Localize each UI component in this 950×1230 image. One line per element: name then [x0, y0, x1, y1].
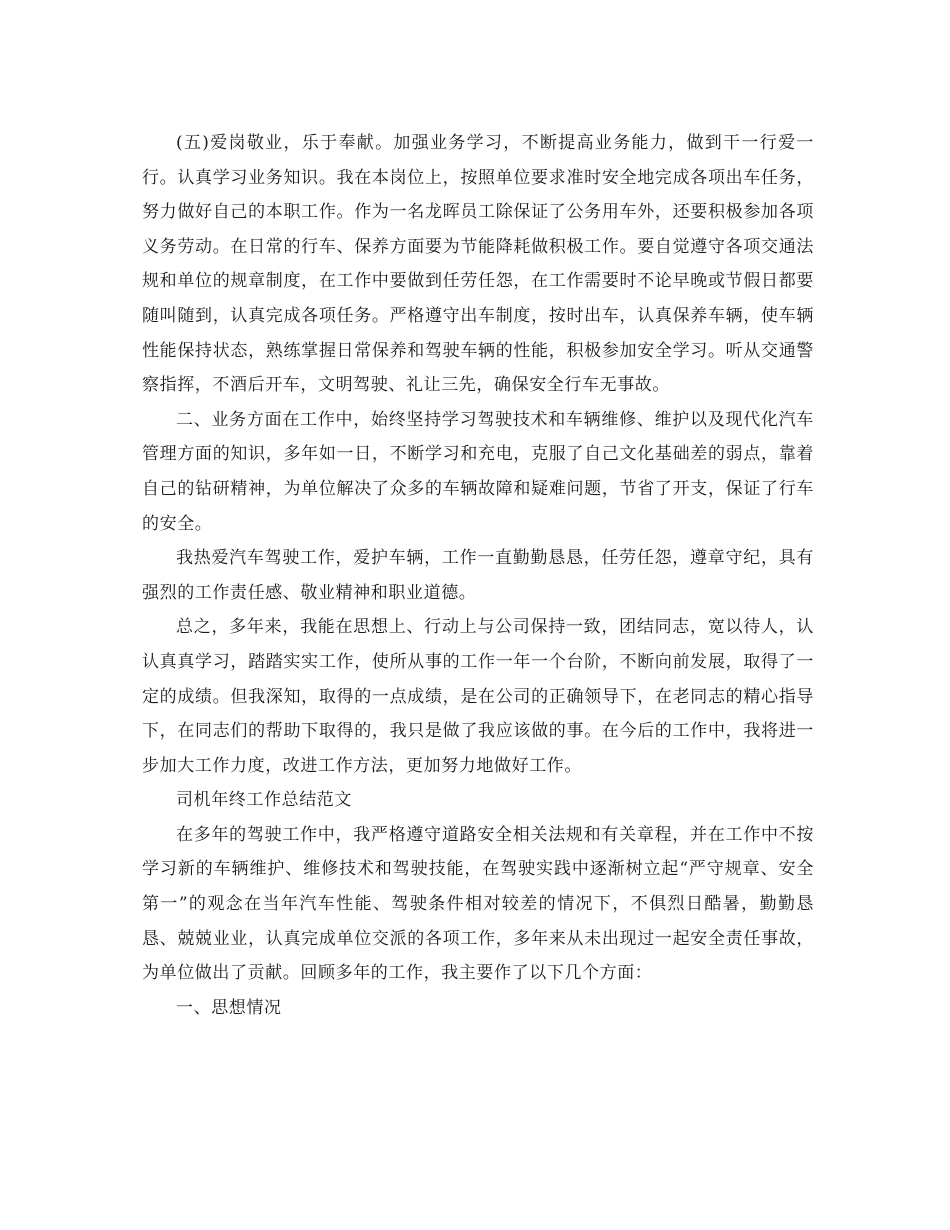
document-body — [142, 126, 814, 1025]
section-heading-thought: 一、思想情况 — [176, 997, 282, 1018]
paragraph-love-driving: 我热爱汽车驾驶工作，爱护车辆，工作一直勤勤恳恳，任劳任怨，遵章守纪，具有强烈的工作责任感、敬业精神和职业道德。 — [142, 548, 814, 603]
section-title: 司机年终工作总结范文 — [176, 790, 352, 811]
paragraph-intro: 在多年的驾驶工作中，我严格遵守道路安全相关法规和有关章程，并在工作中不按学习新的车辆维护、维修技术和驾驶技能，在驾驶实践中逐渐树立起“严守规章、安全第一”的观念在当年汽车性能、驾驶条件相对较差的情况下，不俱烈日酷暑，勤勤恳恳、兢兢业业，认真完成单位交派的各项工作，多年来从未出现过一起安全责任事故，为单位做出了贡献。回顾多年的工作，我主要作了以下几个方面： — [142, 824, 814, 984]
paragraph-summary: 总之，多年来，我能在思想上、行动上与公司保持一致，团结同志，宽以待人，认认真真学习，踏踏实实工作，使所从事的工作一年一个台阶，不断向前发展，取得了一定的成绩。但我深知，取得的一点成绩，是在公司的正确领导下，在老同志的精心指导下，在同志们的帮助下取得的，我只是做了我应该做的事。在今后的工作中，我将进一步加大工作力度，改进工作方法，更加努力地做好工作。 — [142, 617, 814, 776]
paragraph-dedication: (五)爱岗敬业，乐于奉献。加强业务学习，不断提高业务能力，做到干一行爱一行。认真学习业务知识。我在本岗位上，按照单位要求准时安全地完成各项出车任务，努力做好自己的本职工作。作为一名龙晖员工除保证了公务用车外，还要积极参加各项义务劳动。在日常的行车、保养方面要为节能降耗做积极工作。要自觉遵守各项交通法规和单位的规章制度，在工作中要做到任劳任怨，在工作需要时不论早晚或节假日都要随叫随到，认真完成各项任务。严格遵守出车制度，按时出车，认真保养车辆，使车辆性能保持状态，熟练掌握日常保养和驾驶车辆的性能，积极参加安全学习。听从交通警察指挥，不酒后开车，文明驾驶、礼让三先，确保安全行车无事故。 — [142, 133, 814, 396]
paragraph-business: 二、业务方面在工作中，始终坚持学习驾驶技术和车辆维修、维护以及现代化汽车管理方面的知识，多年如一日，不断学习和充电，克服了自己文化基础差的弱点，靠着自己的钻研精神，为单位解决了众多的车辆故障和疑难问题，节省了开支，保证了行车的安全。 — [142, 409, 814, 534]
